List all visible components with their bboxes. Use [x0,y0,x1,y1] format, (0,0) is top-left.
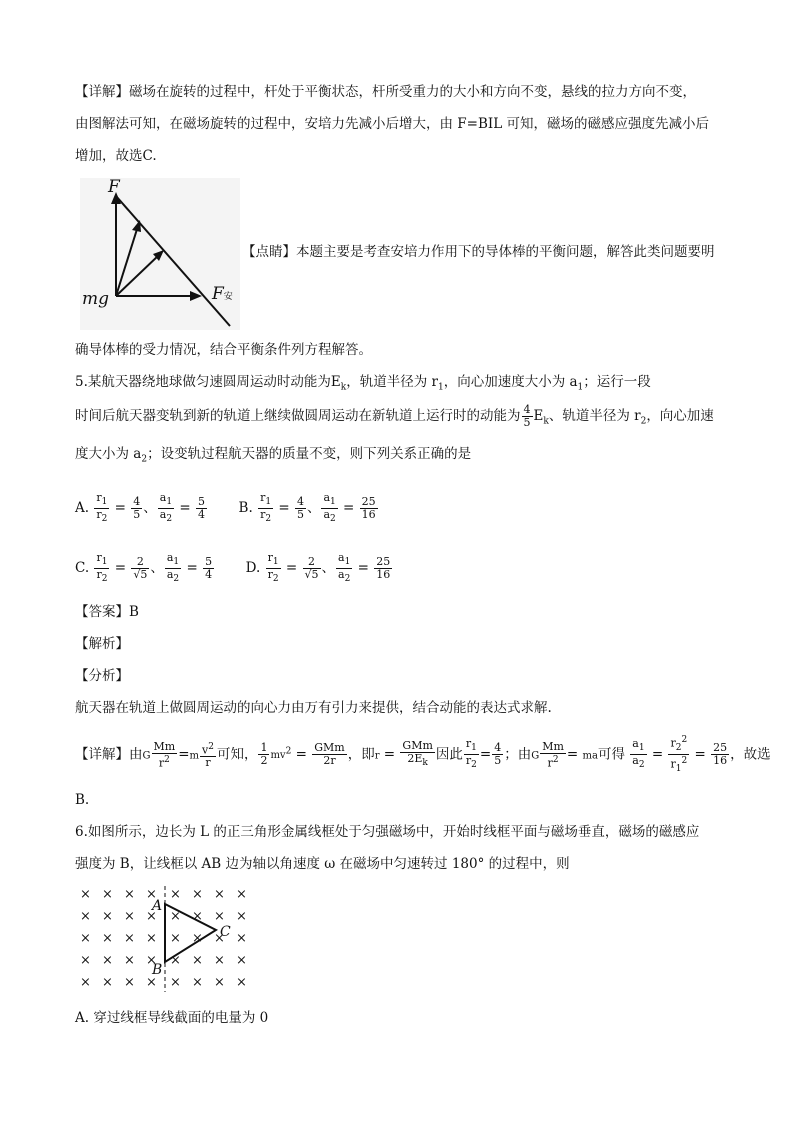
option-C-label: C. [75,560,90,576]
field-cross: × [80,887,91,902]
review-line-2: 确导体棒的受力情况，结合平衡条件列方程解答。 [75,342,372,358]
field-cross: × [80,909,91,924]
q5-answer: 【答案】B [75,604,139,620]
field-cross: × [124,953,135,968]
force-diagram-figure [80,178,240,330]
q5-detail-end: B. [75,792,90,808]
field-cross: × [236,887,247,902]
field-cross: × [146,909,157,924]
field-cross: × [124,887,135,902]
field-cross: × [102,909,113,924]
q5-options-AB: A. $\frac{r_1}{r_2}$ = $\frac{4}{5}$ 、 $\frac{a_1}{a_2}$ = $\frac{5}{4}$ B. $\frac{r_1}{r_2}$ = $\frac{4}{5}$ 、 $\frac{a_1}{a_2}$ = $\frac{25}{16}$ [75,490,376,525]
field-cross: × [192,931,203,946]
field-cross: × [102,975,113,990]
q5-options-CD: C. $\frac{r_1}{r_2}$ = $\frac{2}{√5}$ 、 $\frac{a_1}{a_2}$ = $\frac{5}{4}$ D. $\frac{r_1}{r_2}$ = $\frac{2}{√5}$ 、 $\frac{a_1}{a_2}$ = $\frac{25}{16}$ [75,550,391,585]
label-F-an: F安 [212,284,233,304]
field-cross: × [80,931,91,946]
option-D-label: D. [245,560,261,576]
detail-paragraph-line-3: 增加，故选C. [75,148,157,164]
q5-line-3: 度大小为 $a_2$；设变轨过程航天器的质量不变，则下列关系正确的是 [75,446,472,465]
field-cross: × [192,887,203,902]
q5-line-2: 时间后航天器变轨到新的轨道上继续做圆周运动在新轨道上运行时的动能为 $\frac{4}{5}$ $E_k$、轨道半径为 $r_2$，向心加速 [75,403,714,429]
field-cross: × [192,975,203,990]
field-cross: × [236,953,247,968]
field-cross: × [170,931,181,946]
field-cross: × [236,975,247,990]
field-cross: × [170,975,181,990]
field-cross: × [214,887,225,902]
field-cross: × [214,953,225,968]
detail-label: 【详解】 [75,84,129,100]
field-cross: × [192,953,203,968]
detail-paragraph-line-2: 由图解法可知，在磁场旋转的过程中，安培力先减小后增大，由 F=BIL 可知，磁场的磁感应强度先减小后 [75,116,709,132]
field-cross: × [170,887,181,902]
detail-paragraph-line-1 [75,82,696,102]
field-cross: × [124,931,135,946]
label-F: F [108,178,120,197]
field-cross: × [146,931,157,946]
field-cross: × [102,931,113,946]
field-cross: × [170,953,181,968]
q6-line-1: 6.如图所示，边长为 L 的正三角形金属线框处于匀强磁场中，开始时线框平面与磁场垂直，磁场的磁感应 [75,824,700,840]
field-cross: × [214,931,225,946]
q6-line-2: 强度为 B，让线框以 AB 边为轴以角速度 ω 在磁场中匀速转过 180° 的过程中，则 [75,856,570,872]
field-cross: × [146,887,157,902]
field-cross: × [102,887,113,902]
q5-line-1: 5.某航天器绕地球做匀速圆周运动时动能为$E_k$，轨道半径为 $r_1$，向心加速度大小为 $a_1$；运行一段 [75,374,651,393]
q5-detail-solution: 【详解】由G $\frac{Mm}{r^2}$ =m $\frac{v^2}{r}$ 可知， $\frac{1}{2}$ $mv^2$ = $\frac{\text{GMm}}{2r}$ ，即r = $\frac{\text{GMm}}{2E_k}$ 因此 $\frac{r_1}{r_2}$ = $\frac{4}{5}$ ；由G $\frac{Mm}{r^2}$ = ma可得 $\frac{a_1}{a_2}$ = $\frac{r_2^2}{r_1^2}$ = $\frac{25}{16}$ ，故选 [75,735,771,775]
label-mg: mg [82,289,110,309]
option-A-label: A. [75,500,90,516]
field-cross: × [146,953,157,968]
vertex-A: A [152,898,163,914]
detail-text-1: 磁场在旋转的过程中，杆处于平衡状态，杆所受重力的大小和方向不变，悬线的拉力方向不变， [129,84,696,100]
q6-option-A: A. 穿过线框导线截面的电量为 0 [75,1010,269,1026]
field-cross: × [80,975,91,990]
field-cross: × [214,909,225,924]
magnetic-field-figure [76,884,256,994]
field-cross: × [80,953,91,968]
field-cross: × [170,909,181,924]
field-cross: × [236,909,247,924]
field-cross: × [102,953,113,968]
review-line-1: 【点睛】本题主要是考查安培力作用下的导体棒的平衡问题，解答此类问题要明 [242,244,715,260]
field-cross: × [236,931,247,946]
field-cross: × [124,975,135,990]
field-cross: × [146,975,157,990]
q5-fenxi-text: 航天器在轨道上做圆周运动的向心力由万有引力来提供，结合动能的表达式求解. [75,700,552,716]
q5-fenxi: 【分析】 [75,668,129,684]
vertex-C: C [220,924,231,940]
field-cross: × [214,975,225,990]
q5-jiexi: 【解析】 [75,636,129,652]
field-cross: × [124,909,135,924]
vertex-B: B [152,962,163,978]
field-cross: × [192,909,203,924]
option-B-label: B. [238,500,253,516]
